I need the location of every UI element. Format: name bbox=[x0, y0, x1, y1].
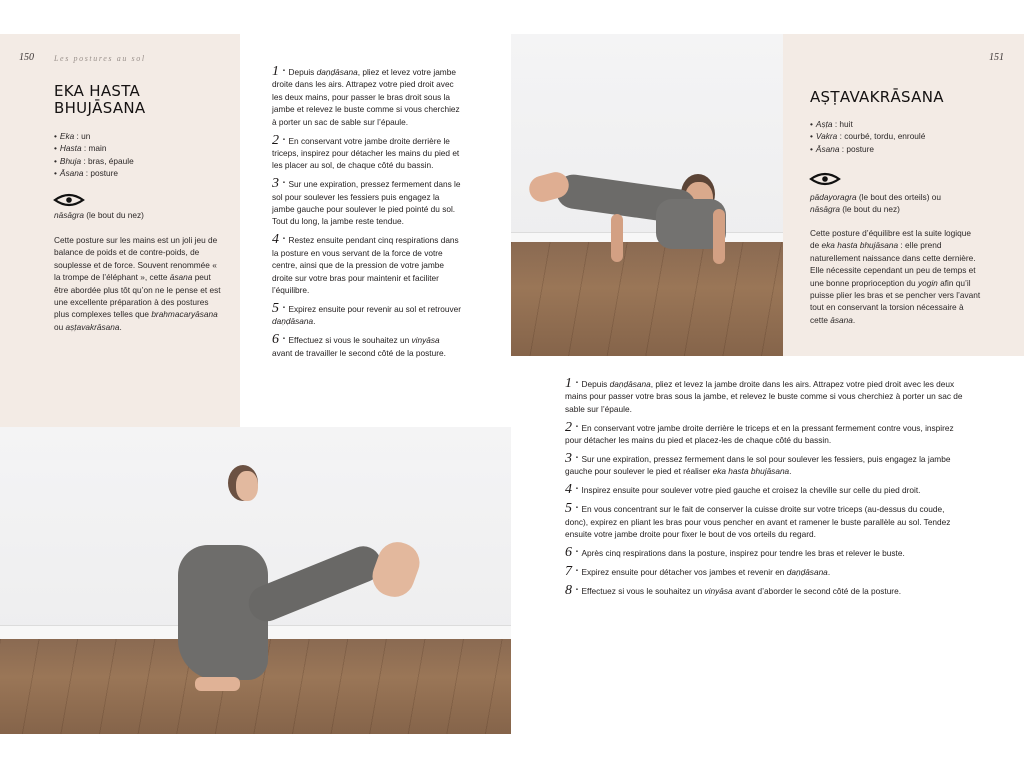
figure-arm-left bbox=[611, 214, 623, 262]
step-term: daṇḍāsana bbox=[272, 316, 314, 327]
intro-term: eka hasta bhujāsana bbox=[821, 240, 899, 251]
drishti-term: nāsāgra bbox=[54, 210, 84, 220]
step-dot: · bbox=[282, 300, 286, 316]
meaning: : main bbox=[81, 143, 107, 154]
step-number: 1 bbox=[565, 376, 572, 391]
step-item bbox=[272, 66, 462, 128]
title-line-2: BHUJĀSANA bbox=[54, 99, 146, 117]
drishti-left bbox=[54, 209, 144, 221]
meaning: : bras, épaule bbox=[81, 155, 134, 166]
intro-term: āsana bbox=[830, 314, 853, 325]
step-text: Expirez ensuite pour revenir au sol et retrouver bbox=[288, 303, 461, 314]
term: Āsana bbox=[815, 143, 840, 154]
intro-text: . bbox=[119, 321, 122, 332]
step-text: avant d’aborder le second côté de la posture. bbox=[732, 585, 901, 596]
step-dot: · bbox=[575, 376, 579, 391]
step-number: 1 bbox=[272, 64, 279, 79]
step-text: . bbox=[827, 566, 831, 577]
intro-text: Cette posture d’équilibre est la suite logique de bbox=[810, 228, 971, 251]
photo-eka-hasta-bhujasana bbox=[0, 427, 511, 734]
step-item bbox=[565, 419, 965, 447]
step-text: Depuis bbox=[288, 67, 317, 77]
step-text: Expirez ensuite pour détacher vos jambes et revenir en bbox=[581, 566, 787, 577]
meaning: : posture bbox=[83, 168, 119, 179]
intro-term: āsana bbox=[169, 272, 193, 283]
step-number: 3 bbox=[272, 176, 279, 192]
step-text: Sur une expiration, pressez fermement dans le sol pour soulever les fessiers, puis engagez la jambe gauche pour soulever le pied et réaliser bbox=[565, 454, 951, 477]
step-dot: · bbox=[282, 232, 286, 248]
title-line-1: EKA HASTA bbox=[54, 82, 141, 100]
step-dot: · bbox=[575, 451, 579, 467]
step-term: daṇḍāsana bbox=[609, 379, 651, 389]
intro-term: yogin bbox=[917, 277, 938, 288]
step-item bbox=[272, 178, 462, 228]
step-number: 5 bbox=[272, 300, 279, 316]
term: Vakra bbox=[815, 131, 838, 142]
step-number: 3 bbox=[565, 451, 572, 467]
etymology-item bbox=[54, 142, 134, 154]
step-term: vinyāsa bbox=[411, 335, 440, 346]
intro-term: aṣṭavakrāsana bbox=[65, 321, 120, 332]
intro-term: brahmacaryāsana bbox=[151, 309, 218, 320]
step-text: Depuis bbox=[581, 379, 610, 389]
step-term: vinyāsa bbox=[704, 585, 733, 596]
step-text: Inspirez ensuite pour soulever votre pied gauche et croisez la cheville sur celle du pied droit. bbox=[581, 485, 921, 496]
eye-icon bbox=[809, 171, 841, 187]
step-text: , pliez et levez la jambe droite dans les airs. Attrapez votre pied droit avec les deux mains pour passer votre bras sous la jambe, et relevez le buste comme si vous cherchiez à porter un sac de sable sur l’épaule. bbox=[565, 379, 963, 414]
etymology-list-left bbox=[54, 130, 134, 180]
pose-title-right: AṢṬAVAKRĀSANA bbox=[810, 88, 944, 106]
pose-title-left bbox=[54, 83, 145, 117]
book-spread bbox=[0, 34, 1024, 734]
step-dot: · bbox=[282, 132, 286, 148]
step-term: eka hasta bhujāsana bbox=[712, 466, 790, 477]
step-text: En vous concentrant sur le fait de conserver la cuisse droite sur votre triceps (au-dessus du coude, donc), expirez en pliant les bras pour vous pencher en avant et ramener le buste parallèle au sol. Tendez ensuite votre jambe droite pour fixer le bout de vos orteils du regard. bbox=[565, 504, 951, 540]
step-text: Effectuez si vous le souhaitez un bbox=[581, 585, 705, 596]
intro-text: peut être abordée plus tôt qu’on ne le pense et est une excellente préparation à des postures plus complexes telles que bbox=[54, 272, 221, 320]
step-dot: · bbox=[575, 544, 579, 560]
step-item bbox=[565, 378, 965, 415]
step-number: 5 bbox=[565, 501, 572, 517]
intro-text: : elle prend naturellement naissance dans cette dernière. Elle nécessite cependant un peu de temps et une bonne proprioception du bbox=[810, 240, 976, 288]
term: Āsana bbox=[59, 168, 84, 179]
term: Hasta bbox=[59, 143, 82, 154]
step-item bbox=[565, 544, 965, 560]
photo-astavakrasana bbox=[511, 34, 783, 356]
step-text: , pliez et levez votre jambe droite dans les airs. Attrapez votre pied droit avec les deux mains, pour passer le bras droit sous la jambe et relevez le buste comme si vous cherchiez à porter un sac de sable sur l’épaule. bbox=[272, 67, 460, 127]
step-term: daṇḍāsana bbox=[316, 67, 358, 77]
meaning: : un bbox=[74, 131, 91, 141]
step-text: Effectuez si vous le souhaitez un bbox=[288, 335, 412, 346]
drishti-line bbox=[810, 191, 980, 203]
step-text: Restez ensuite pendant cinq respirations dans la posture en vous servant de la force de votre centre, ainsi que de la pression de votre jambe droite sur votre bras pour maintenir et faciliter l’équilibre. bbox=[272, 235, 459, 295]
etymology-item bbox=[54, 167, 134, 179]
step-text: En conservant votre jambe droite derrière le triceps, inspirez pour détacher les mains du pied et les placer au sol, de chaque côté du bassin. bbox=[272, 135, 460, 171]
etymology-item bbox=[54, 155, 134, 167]
step-number: 4 bbox=[565, 482, 572, 498]
step-text: En conservant votre jambe droite derrière le triceps et en la pressant fermement contre vous, inspirez pour détacher les mains du pied et placez-les de chaque côté du bassin. bbox=[565, 422, 954, 446]
step-dot: · bbox=[282, 64, 286, 79]
drishti-term: nāsāgra bbox=[810, 204, 840, 215]
step-item bbox=[565, 484, 965, 496]
running-head: Les postures au sol bbox=[54, 54, 146, 63]
term: Eka bbox=[59, 131, 75, 141]
step-number: 6 bbox=[565, 544, 572, 560]
eye-icon bbox=[53, 192, 85, 208]
step-dot: · bbox=[575, 563, 579, 579]
step-item bbox=[565, 453, 965, 478]
drishti-right bbox=[810, 191, 980, 216]
step-dot: · bbox=[575, 419, 579, 435]
step-number: 6 bbox=[272, 332, 279, 348]
meaning: : courbé, tordu, enroulé bbox=[837, 131, 926, 142]
etymology-list-right bbox=[810, 118, 925, 155]
step-number: 2 bbox=[565, 419, 572, 435]
steps-list-left bbox=[272, 66, 462, 366]
meaning: : posture bbox=[839, 143, 875, 154]
figure-face bbox=[236, 471, 258, 501]
figure-hand bbox=[195, 677, 240, 691]
step-number: 7 bbox=[565, 563, 572, 579]
step-number: 4 bbox=[272, 232, 279, 248]
step-item bbox=[565, 563, 965, 579]
step-item bbox=[272, 234, 462, 296]
etymology-item bbox=[54, 130, 134, 142]
drishti-text: (le bout des orteils) ou bbox=[856, 192, 941, 202]
intro-paragraph-left bbox=[54, 234, 222, 333]
drishti-term: pādayoragra bbox=[810, 192, 857, 202]
etymology-item bbox=[810, 130, 925, 142]
figure-arm-right bbox=[713, 209, 725, 264]
intro-text: . bbox=[852, 314, 856, 325]
intro-paragraph-right bbox=[810, 227, 982, 326]
drishti-text: (le bout du nez) bbox=[839, 204, 900, 215]
intro-text: afin qu’il puisse plier les bras et se pencher vers l’avant tout en conservant la torsion nécessaire à cette bbox=[810, 277, 981, 325]
step-text: Sur une expiration, pressez fermement dans le sol pour soulever les fessiers puis engagez la jambe gauche pour soulever le pied pointé du sol. Tout du long, la jambe reste tendue. bbox=[272, 179, 461, 227]
step-number: 2 bbox=[272, 132, 279, 148]
intro-text: Cette posture sur les mains est un joli jeu de balance de poids et de contre-poids, de souplesse et de force. Souvent renommée « la trompe de l’éléphant », cette bbox=[54, 235, 218, 283]
drishti-text: (le bout du nez) bbox=[83, 210, 144, 220]
step-text: . bbox=[313, 316, 316, 327]
step-dot: · bbox=[575, 501, 579, 517]
intro-text: ou bbox=[54, 321, 66, 332]
step-text: . bbox=[789, 466, 792, 477]
step-dot: · bbox=[575, 482, 579, 498]
etymology-item bbox=[810, 118, 925, 130]
step-dot: · bbox=[575, 582, 579, 598]
page-number-right: 151 bbox=[989, 52, 1004, 63]
step-dot: · bbox=[282, 176, 286, 192]
step-item bbox=[272, 334, 462, 359]
step-text: avant de travailler le second côté de la posture. bbox=[272, 347, 446, 358]
step-text: Après cinq respirations dans la posture, inspirez pour tendre les bras et relever le buste. bbox=[581, 547, 905, 558]
step-item bbox=[565, 582, 965, 598]
step-item bbox=[272, 300, 462, 328]
page-number-left: 150 bbox=[19, 52, 34, 63]
term: Aṣṭa bbox=[815, 119, 833, 129]
step-number: 8 bbox=[565, 582, 572, 598]
step-dot: · bbox=[282, 332, 286, 348]
meaning: : huit bbox=[832, 119, 853, 129]
step-item bbox=[272, 132, 462, 172]
steps-list-right bbox=[565, 378, 965, 604]
step-term: daṇḍāsana bbox=[786, 566, 828, 577]
term: Bhuja bbox=[59, 155, 82, 166]
step-item bbox=[565, 503, 965, 540]
etymology-item bbox=[810, 143, 925, 155]
drishti-line bbox=[810, 203, 980, 215]
